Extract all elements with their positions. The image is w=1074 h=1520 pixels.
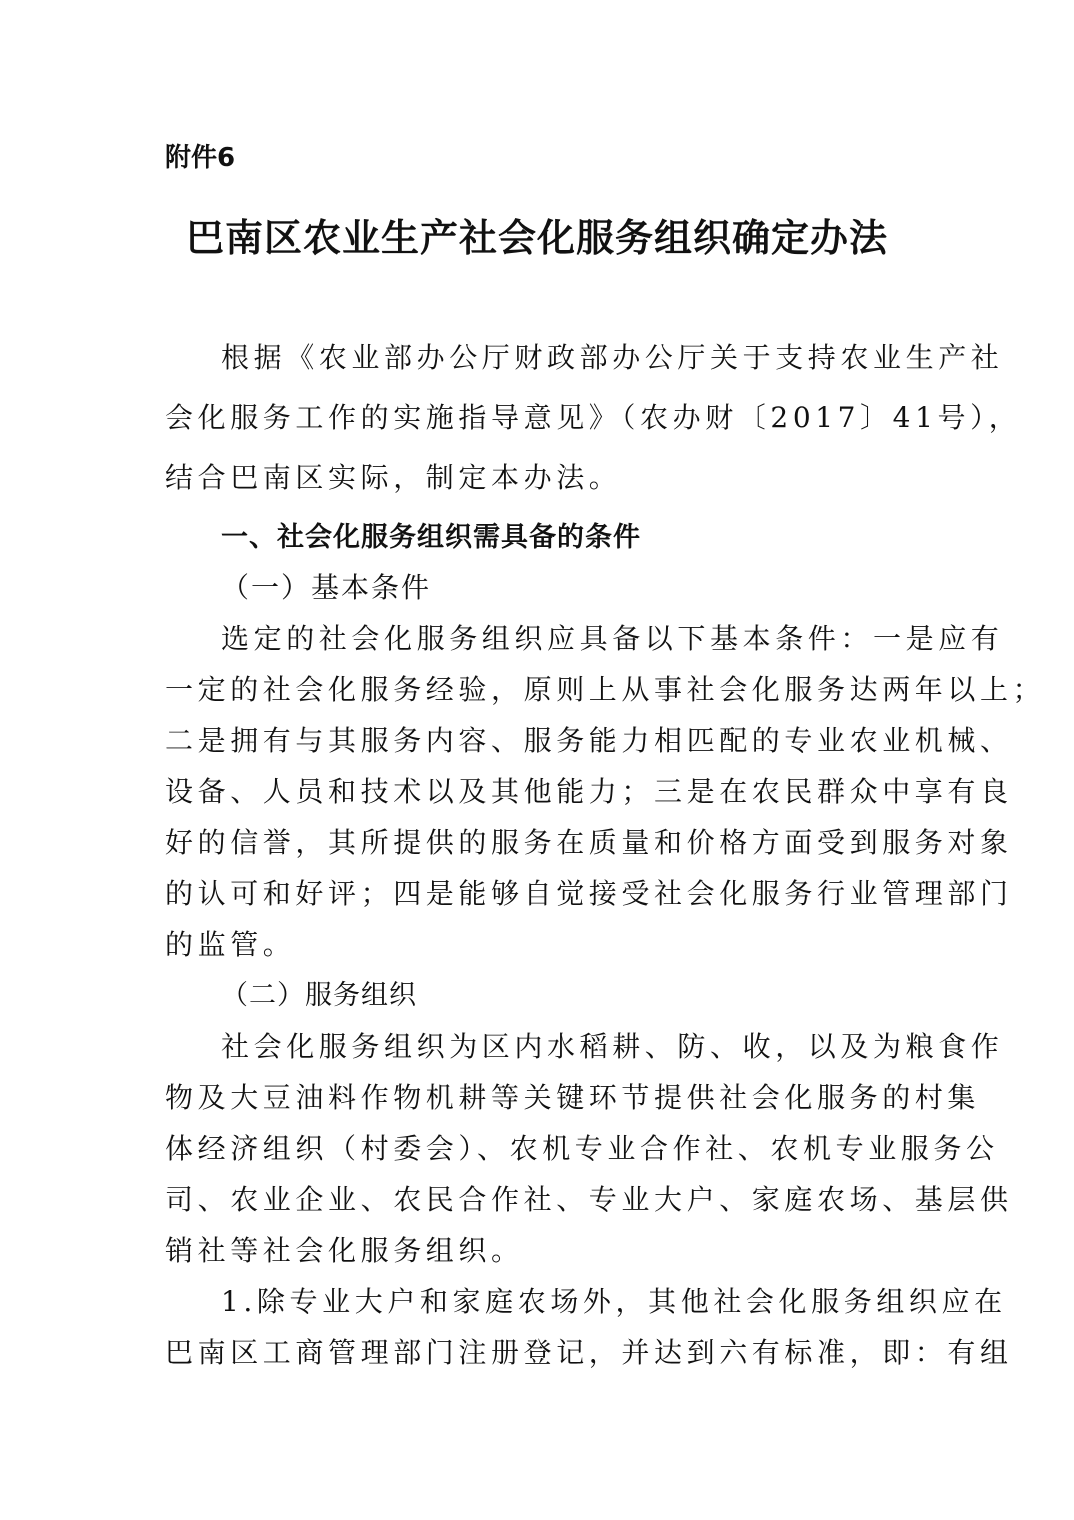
sub2-line-1: 社会化服务组织为区内水稻耕、防、收，以及为粮食作 — [221, 1030, 1004, 1063]
sub1-line-5: 好的信誉，其所提供的服务在质量和价格方面受到服务对象 — [165, 826, 1013, 859]
sub1-line-3: 二是拥有与其服务内容、服务能力相匹配的专业农业机械、 — [165, 724, 1013, 757]
sub1-line-1: 选定的社会化服务组织应具备以下基本条件：一是应有 — [221, 622, 1004, 655]
section-heading-1: 一、社会化服务组织需具备的条件 — [221, 522, 641, 553]
sub2-line-2: 物及大豆油料作物机耕等关键环节提供社会化服务的村集 — [165, 1081, 981, 1114]
item1-line-1: 1.除专业大户和家庭农场外，其他社会化服务组织应在 — [221, 1285, 1007, 1318]
sub1-line-2: 一定的社会化服务经验，原则上从事社会化服务达两年以上； — [165, 673, 1046, 706]
sub1-line-6: 的认可和好评；四是能够自觉接受社会化服务行业管理部门 — [165, 877, 1013, 910]
sub1-line-7: 的监管。 — [165, 928, 296, 961]
intro-line-2: 会化服务工作的实施指导意见》（农办财〔2017〕41号）， — [165, 401, 1022, 434]
item1-line-2: 巴南区工商管理部门注册登记，并达到六有标准，即：有组 — [165, 1336, 1013, 1369]
sub1-line-4: 设备、人员和技术以及其他能力；三是在农民群众中享有良 — [165, 775, 1013, 808]
sub2-line-5: 销社等社会化服务组织。 — [165, 1234, 524, 1267]
intro-line-3: 结合巴南区实际，制定本办法。 — [165, 461, 622, 494]
intro-line-1: 根据《农业部办公厅财政部办公厅关于支持农业生产社 — [221, 341, 1004, 374]
sub2-line-4: 司、农业企业、农民合作社、专业大户、家庭农场、基层供 — [165, 1183, 1013, 1216]
subsection-heading-1: （一）基本条件 — [221, 571, 432, 604]
subsection-heading-2: （二）服务组织 — [221, 980, 417, 1011]
sub2-line-3: 体经济组织（村委会）、农机专业合作社、农机专业服务公 — [165, 1132, 999, 1165]
attachment-label: 附件6 — [165, 143, 236, 173]
document-title: 巴南区农业生产社会化服务组织确定办法 — [185, 216, 888, 260]
